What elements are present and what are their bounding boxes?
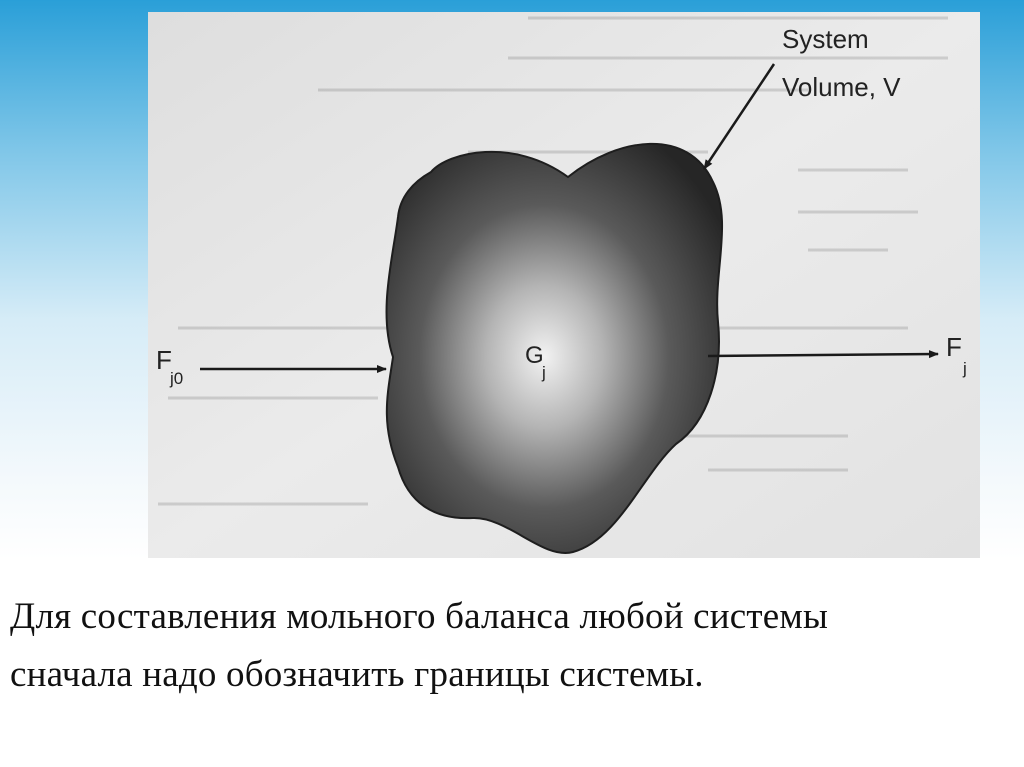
inflow-symbol: F — [156, 345, 172, 375]
generation-subscript: j — [542, 363, 546, 382]
system-label-line1: System — [782, 24, 869, 54]
generation-symbol: G — [525, 342, 544, 369]
slide-caption — [10, 588, 1015, 704]
caption-line-2: сначала надо обозначить границы системы. — [10, 654, 704, 695]
inflow-subscript: j0 — [170, 369, 184, 388]
diagram-photo — [148, 12, 980, 558]
outflow-symbol: F — [946, 332, 962, 362]
system-label-line2: Volume, V — [782, 72, 901, 102]
caption-line-1: Для составления мольного баланса любой системы — [10, 596, 829, 637]
system-volume-diagram — [148, 12, 980, 558]
outflow-subscript: j — [963, 359, 967, 378]
